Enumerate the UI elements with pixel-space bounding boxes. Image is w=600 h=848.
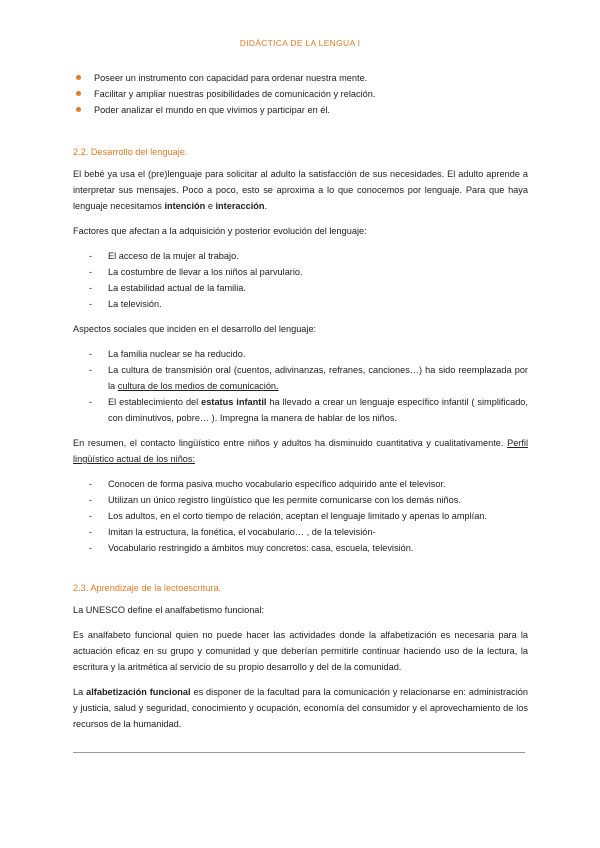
spacer — [73, 467, 528, 476]
list-item — [73, 248, 528, 264]
bullet-dot-icon — [76, 107, 81, 112]
list-item — [73, 102, 528, 118]
bold-term-alfabetizacion: alfabetización funcional — [86, 687, 191, 697]
list-text: El establecimiento del — [108, 397, 202, 407]
list-text: El acceso de la mujer al trabajo. — [108, 251, 239, 261]
list-item — [73, 492, 528, 508]
spacer — [73, 214, 528, 223]
list-text: La familia nuclear se ha reducido. — [108, 349, 246, 359]
dash-icon: - — [89, 479, 93, 489]
profile-list — [73, 476, 528, 556]
bullet-dot-icon — [76, 91, 81, 96]
bullet-text: Poder analizar el mundo en que vivimos y participar en él. — [94, 105, 330, 115]
list-text: Conocen de forma pasiva mucho vocabulario específico adquirido ante el televisor. — [108, 479, 446, 489]
bullet-dot-icon — [76, 75, 81, 80]
bold-term-estatus: estatus infantil — [201, 397, 267, 407]
list-text: Vocabulario restringido a ámbitos muy concretos: casa, escuela, televisión. — [108, 543, 414, 553]
list-text: ha llevado a crear un lenguaje específico infantil ( simplificado, con diminutivos, pobre… ). Impregna la manera de hablar de los niños. — [108, 397, 528, 423]
dash-icon: - — [89, 267, 93, 277]
bold-term-intencion: intención — [164, 201, 206, 211]
dash-icon: - — [89, 283, 93, 293]
list-item — [73, 296, 528, 312]
section-heading-2-3: 2.3. Aprendizaje de la lectoescritura. — [73, 583, 222, 593]
text-run: La — [73, 687, 87, 697]
dash-icon: - — [89, 495, 93, 505]
list-item — [73, 508, 528, 524]
list-item — [73, 86, 528, 102]
page-header: DIDÁCTICA DE LA LENGUA I — [239, 38, 361, 48]
text-run: El bebé ya usa el (pre)lenguaje para solicitar al adulto la satisfacción de sus necesidades. El adulto aprende a interpretar sus mensajes. Poco a poco, esto se aproxima a lo que conocemos por lenguaje. Para que haya lenguaje necesitamos — [73, 169, 528, 211]
unesco-line: La UNESCO define el analfabetismo funcional: — [73, 605, 265, 615]
dash-icon: - — [89, 527, 93, 537]
bullet-text: Poseer un instrumento con capacidad para ordenar nuestra mente. — [94, 73, 368, 83]
text-run: . — [264, 201, 268, 211]
bold-term-interaccion: interacción — [215, 201, 265, 211]
alfabetizacion-paragraph — [73, 684, 528, 732]
factors-list — [73, 248, 528, 312]
bullet-text: Facilitar y ampliar nuestras posibilidades de comunicación y relación. — [94, 89, 376, 99]
list-text: Imitan la estructura, la fonética, el vocabulario… , de la televisión- — [108, 527, 376, 537]
dash-icon: - — [89, 511, 93, 521]
section-heading-2-2: 2.2. Desarrollo del lenguaje. — [73, 147, 188, 157]
list-item — [73, 476, 528, 492]
list-item — [73, 346, 528, 362]
dash-icon: - — [89, 543, 93, 553]
social-list — [73, 346, 528, 426]
list-item — [73, 264, 528, 280]
text-run: es disponer de la facultad para la comunicación y relacionarse en: administración y justicia, salud y seguridad, conocimiento y ocupación, economía del consumidor y el aprovechamiento de los recursos de la humanidad. — [73, 687, 528, 729]
spacer — [73, 675, 528, 684]
text-run: En resumen, el contacto lingüístico entre niños y adultos ha disminuido cuantitativa y cualitativamente. — [73, 438, 508, 448]
summary-paragraph — [73, 435, 528, 467]
dash-icon: - — [89, 349, 93, 359]
dash-icon: - — [89, 365, 93, 375]
dash-icon: - — [89, 397, 93, 407]
page-content — [73, 70, 528, 732]
list-item — [73, 540, 528, 556]
factors-intro: Factores que afectan a la adquisición y posterior evolución del lenguaje: — [73, 226, 367, 236]
list-text: Utilizan un único registro lingüístico que les permite comunicarse con los demás niños. — [108, 495, 461, 505]
list-text: Los adultos, en el corto tiempo de relación, aceptan el lenguaje limitado y apenas lo amplían. — [108, 511, 487, 521]
list-text: La estabilidad actual de la familia. — [108, 283, 246, 293]
list-item — [73, 362, 528, 394]
list-item — [73, 280, 528, 296]
text-run: e — [205, 201, 216, 211]
spacer — [73, 337, 528, 346]
underlined-term: Perfil lingüístico actual de los niños: — [73, 438, 528, 464]
analfabeto-paragraph: Es analfabeto funcional quien no puede hacer las actividades donde la alfabetización es necesaria para la actuación eficaz en su grupo y comunidad y que deberían permitirle continuar haciendo uso de la lectura, la escritura y la aritmética al servicio de su propio desarrollo y del de la comunidad. — [73, 630, 528, 672]
list-item — [73, 394, 528, 426]
list-item — [73, 524, 528, 540]
list-text: La costumbre de llevar a los niños al parvulario. — [108, 267, 303, 277]
list-text: La cultura de transmisión oral (cuentos, adivinanzas, refranes, canciones…) ha sido reemplazada por la — [108, 365, 528, 391]
spacer — [73, 239, 528, 248]
dash-icon: - — [89, 299, 93, 309]
list-item — [73, 70, 528, 86]
underlined-term: cultura de los medios de comunicación. — [117, 381, 279, 391]
dash-icon: - — [89, 251, 93, 261]
spacer — [73, 312, 528, 321]
intro-bullet-list — [73, 70, 528, 118]
spacer — [73, 426, 528, 435]
paragraph-bebe — [73, 166, 528, 214]
social-intro: Aspectos sociales que inciden en el desarrollo del lenguaje: — [73, 324, 317, 334]
footer-divider — [73, 752, 525, 753]
spacer — [73, 618, 528, 627]
list-text: La televisión. — [108, 299, 162, 309]
